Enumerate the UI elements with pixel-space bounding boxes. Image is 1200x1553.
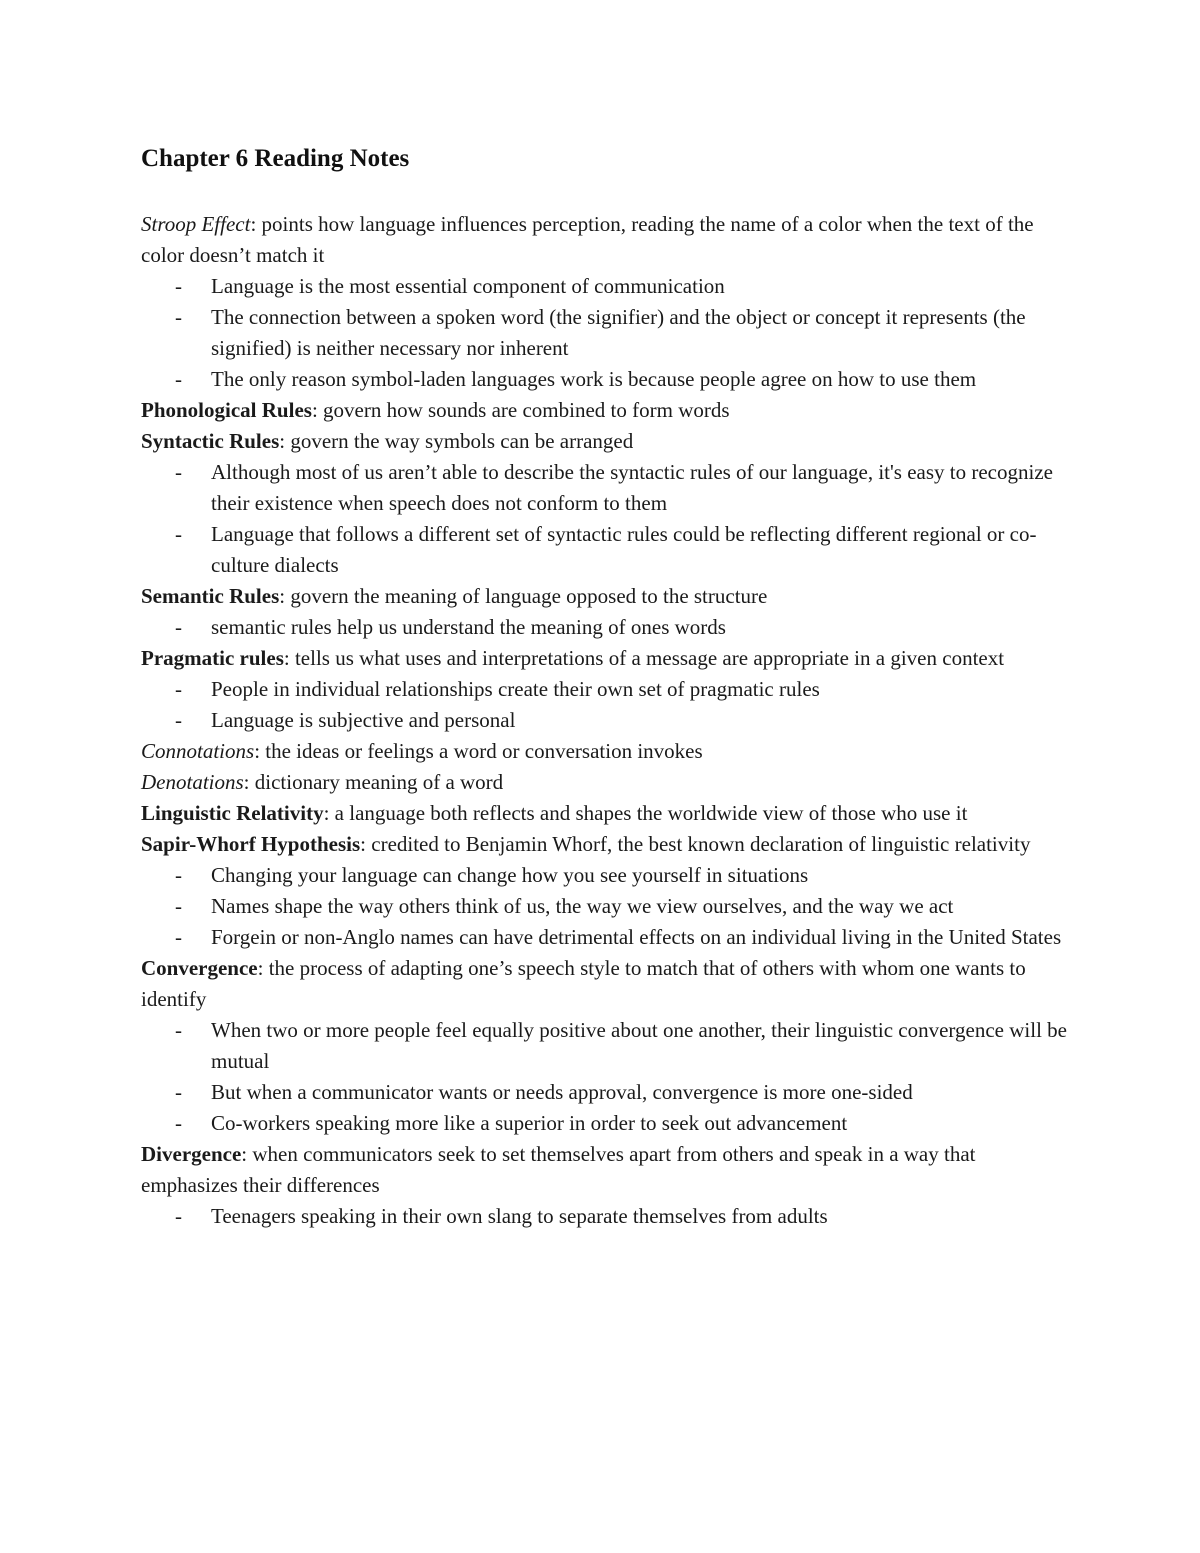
term-label: Phonological Rules	[141, 398, 312, 422]
term-label: Syntactic Rules	[141, 429, 280, 453]
note-entry	[141, 953, 1071, 1015]
list-item	[141, 1077, 1071, 1108]
note-entry	[141, 798, 1071, 829]
bullet-text: But when a communicator wants or needs approval, convergence is more one-sided	[211, 1080, 913, 1104]
term-definition: : points how language influences perception, reading the name of a color when the text of the color doesn’t match it	[141, 212, 1034, 267]
term-definition: : dictionary meaning of a word	[243, 770, 504, 794]
note-entry	[141, 736, 1071, 767]
bullet-text: Language is subjective and personal	[211, 708, 516, 732]
bullet-text: Co-workers speaking more like a superior in order to seek out advancement	[211, 1111, 848, 1135]
list-item	[141, 519, 1071, 581]
list-item	[141, 1201, 1071, 1232]
dash-bullet-icon: -	[175, 863, 182, 887]
note-entry	[141, 643, 1071, 674]
list-item	[141, 1015, 1071, 1077]
dash-bullet-icon: -	[175, 1018, 182, 1042]
term-label: Sapir-Whorf Hypothesis	[141, 832, 361, 856]
term-definition: : govern the way symbols can be arranged	[279, 429, 634, 453]
dash-bullet-icon: -	[175, 274, 182, 298]
bullet-list	[141, 860, 1071, 953]
list-item	[141, 271, 1071, 302]
bullet-text: When two or more people feel equally positive about one another, their linguistic convergence will be mutual	[211, 1018, 1067, 1073]
document-title: Chapter 6 Reading Notes	[141, 145, 410, 172]
bullet-text: Teenagers speaking in their own slang to separate themselves from adults	[211, 1204, 828, 1228]
term-definition: : govern how sounds are combined to form words	[311, 398, 730, 422]
list-item	[141, 705, 1071, 736]
dash-bullet-icon: -	[175, 925, 182, 949]
dash-bullet-icon: -	[175, 1111, 182, 1135]
dash-bullet-icon: -	[175, 305, 182, 329]
bullet-list	[141, 612, 1071, 643]
term-definition: : credited to Benjamin Whorf, the best known declaration of linguistic relativity	[360, 832, 1031, 856]
term-label: Linguistic Relativity	[141, 801, 324, 825]
term-label: Connotations	[141, 739, 255, 763]
term-definition: : govern the meaning of language opposed to the structure	[279, 584, 768, 608]
document-page	[141, 140, 1071, 1232]
notes-body	[141, 209, 1071, 1232]
list-item	[141, 612, 1071, 643]
term-definition: : a language both reflects and shapes the worldwide view of those who use it	[323, 801, 968, 825]
term-definition: : the ideas or feelings a word or conversation invokes	[254, 739, 703, 763]
bullet-list	[141, 457, 1071, 581]
dash-bullet-icon: -	[175, 367, 182, 391]
term-label: Stroop Effect	[141, 212, 251, 236]
dash-bullet-icon: -	[175, 615, 182, 639]
list-item	[141, 364, 1071, 395]
term-definition: : tells us what uses and interpretations of a message are appropriate in a given context	[283, 646, 1005, 670]
dash-bullet-icon: -	[175, 894, 182, 918]
list-item	[141, 302, 1071, 364]
term-definition: : when communicators seek to set themselves apart from others and speak in a way that emphasizes their differences	[141, 1142, 976, 1197]
dash-bullet-icon: -	[175, 1204, 182, 1228]
list-item	[141, 674, 1071, 705]
dash-bullet-icon: -	[175, 460, 182, 484]
bullet-text: semantic rules help us understand the meaning of ones words	[211, 615, 726, 639]
bullet-text: The connection between a spoken word (the signifier) and the object or concept it represents (the signified) is neither necessary nor inherent	[211, 305, 1026, 360]
bullet-text: People in individual relationships create their own set of pragmatic rules	[211, 677, 820, 701]
term-label: Denotations	[141, 770, 244, 794]
bullet-text: Language that follows a different set of syntactic rules could be reflecting different regional or co-culture dialects	[211, 522, 1037, 577]
note-entry	[141, 209, 1071, 271]
term-label: Semantic Rules	[141, 584, 280, 608]
bullet-list	[141, 674, 1071, 736]
note-entry	[141, 1139, 1071, 1201]
note-entry	[141, 829, 1071, 860]
list-item	[141, 891, 1071, 922]
term-label: Pragmatic rules	[141, 646, 284, 670]
dash-bullet-icon: -	[175, 1080, 182, 1104]
term-label: Divergence	[141, 1142, 242, 1166]
note-entry	[141, 395, 1071, 426]
list-item	[141, 457, 1071, 519]
bullet-list	[141, 1201, 1071, 1232]
list-item	[141, 860, 1071, 891]
bullet-text: Although most of us aren’t able to describe the syntactic rules of our language, it's easy to recognize their existence when speech does not conform to them	[211, 460, 1053, 515]
bullet-list	[141, 1015, 1071, 1139]
dash-bullet-icon: -	[175, 708, 182, 732]
dash-bullet-icon: -	[175, 522, 182, 546]
list-item	[141, 922, 1071, 953]
bullet-text: Names shape the way others think of us, the way we view ourselves, and the way we act	[211, 894, 954, 918]
note-entry	[141, 581, 1071, 612]
bullet-text: Changing your language can change how you see yourself in situations	[211, 863, 809, 887]
term-label: Convergence	[141, 956, 258, 980]
bullet-text: Forgein or non-Anglo names can have detrimental effects on an individual living in the United States	[211, 925, 1062, 949]
list-item	[141, 1108, 1071, 1139]
note-entry	[141, 426, 1071, 457]
note-entry	[141, 767, 1071, 798]
bullet-text: Language is the most essential component of communication	[211, 274, 725, 298]
bullet-text: The only reason symbol-laden languages work is because people agree on how to use them	[211, 367, 977, 391]
term-definition: : the process of adapting one’s speech style to match that of others with whom one wants to identify	[141, 956, 1026, 1011]
dash-bullet-icon: -	[175, 677, 182, 701]
bullet-list	[141, 271, 1071, 395]
